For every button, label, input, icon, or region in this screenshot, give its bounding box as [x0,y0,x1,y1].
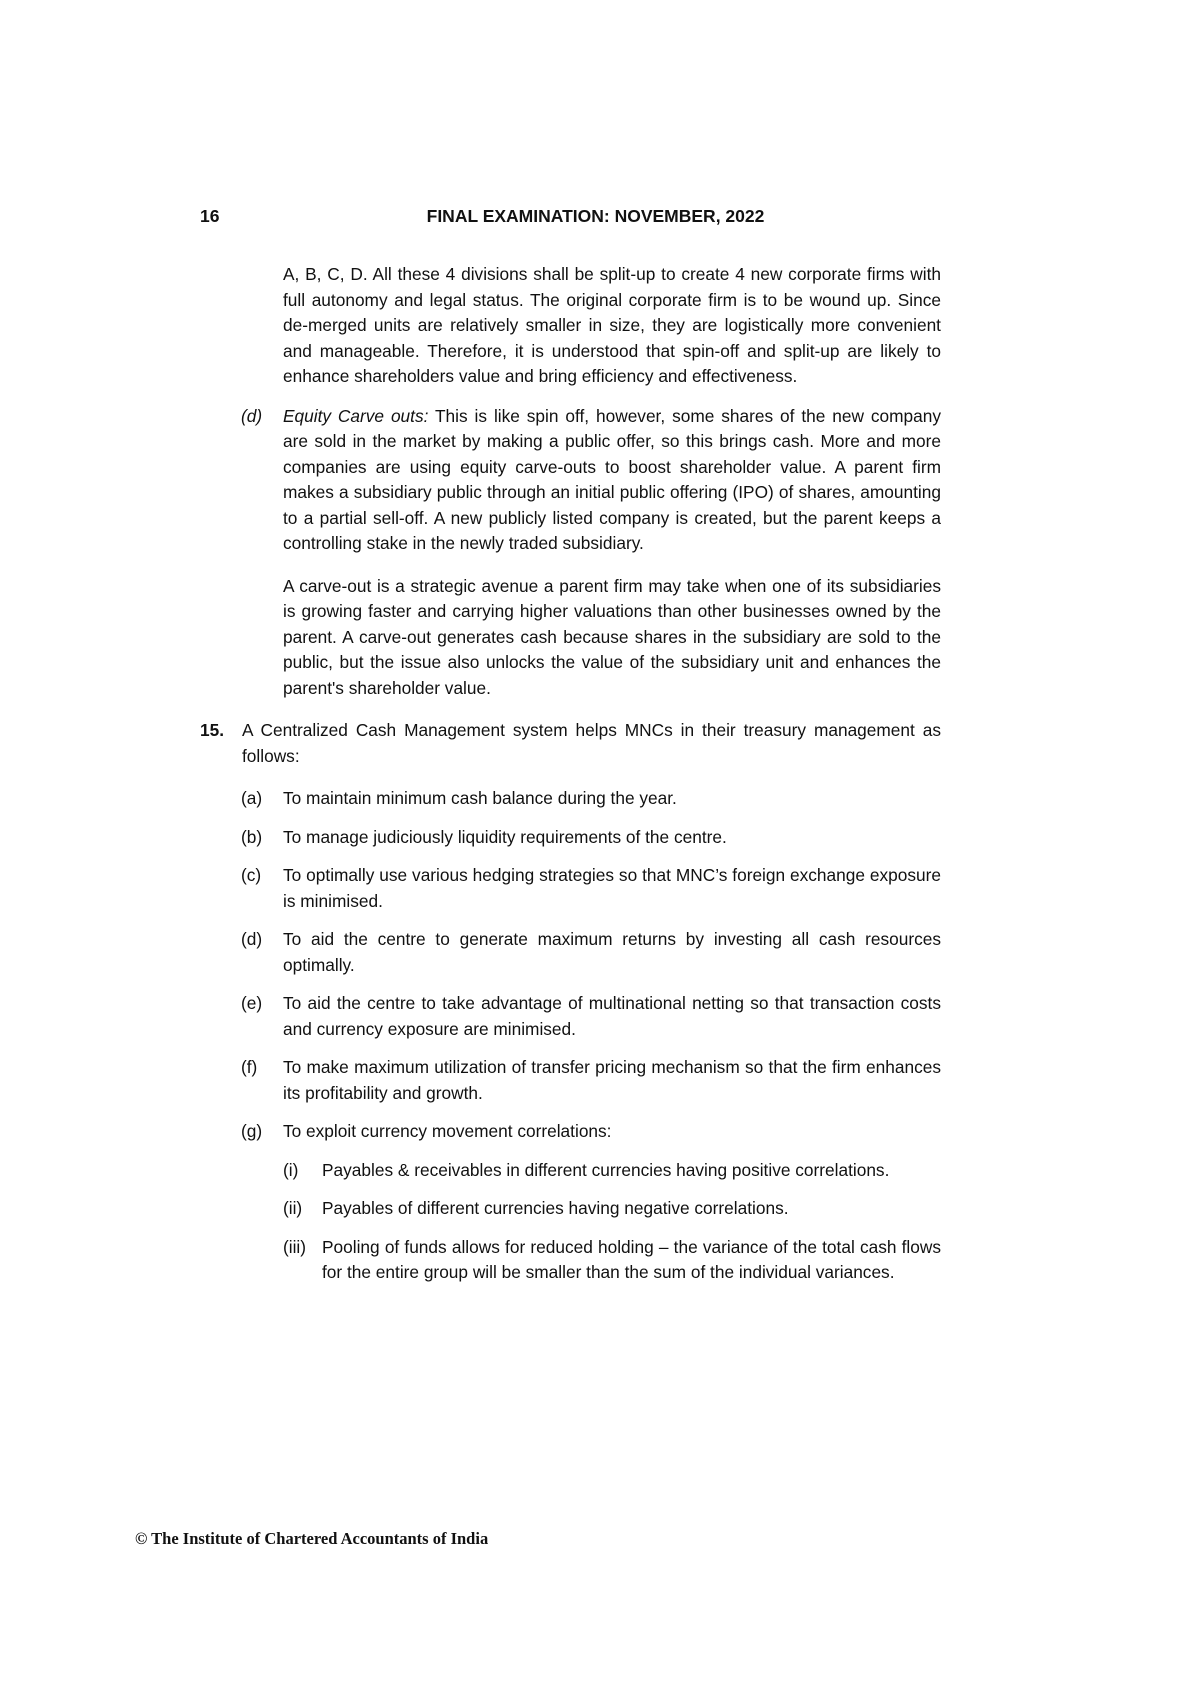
page-content [200,262,941,1299]
item-label: (d) [241,929,263,949]
document-title: FINAL EXAMINATION: NOVEMBER, 2022 [426,206,765,226]
item-label: (i) [283,1159,299,1180]
page-header [0,203,1191,229]
item-label: (iii) [283,1236,307,1257]
list-item-d2 [241,927,941,978]
item-text: To exploit currency movement correlations: [283,1121,612,1141]
list-item-b [241,825,941,851]
item-text [283,404,941,557]
page-number: 16 [200,206,220,226]
item-text: To optimally use various hedging strategies so that MNC’s foreign exchange exposure is minimised. [283,865,941,911]
item-label: (e) [241,993,263,1013]
list-item-e [241,991,941,1042]
item-body: This is like spin off, however, some shares of the new company are sold in the market by making a public offer, so this brings cash. More and more companies are using equity carve-outs to boost shareholder value. A parent firm makes a subsidiary public through an initial public offering (IPO) of shares, amounting to a partial sell-off. A new publicly listed company is created, but the parent keeps a controlling stake in the newly traded subsidiary. [283,405,941,553]
item-text: To aid the centre to take advantage of multinational netting so that transaction costs and currency exposure are minimised. [283,993,941,1039]
copyright-footer: © The Institute of Chartered Accountants of India [135,1529,489,1548]
list-item-15 [200,718,941,769]
item-lead-equity-carve-outs: Equity Carve outs: [283,405,429,426]
item-text: To aid the centre to generate maximum returns by investing all cash resources optimally. [283,929,941,975]
item-text: Pooling of funds allows for reduced holding – the variance of the total cash flows for the entire group will be smaller than the sum of the individual variances. [322,1236,941,1282]
list-item-f [241,1055,941,1106]
item-text: To maintain minimum cash balance during the year. [283,788,677,808]
list-item-roman-i [283,1158,941,1184]
item-label: (d) [241,405,263,426]
list-item-roman-iii [283,1235,941,1286]
item-label: (ii) [283,1198,303,1218]
item-text: Payables of different currencies having negative correlations. [322,1198,789,1218]
list-item-d-equity-carve-outs [241,404,941,557]
item-label: 15. [200,720,225,740]
paragraph-split-up: A, B, C, D. All these 4 divisions shall be split-up to create 4 new corporate firms with full autonomy and legal status. The original corporate firm is to be wound up. Since de-merged units are relatively smaller in size, they are logistically more convenient and manageable. Therefore, it is understood that spin-off and split-up are likely to enhance shareholders value and bring efficiency and effectiveness. [283,264,941,386]
list-item-roman-ii [283,1196,941,1222]
item-label: (a) [241,788,263,808]
list-item-g [241,1119,941,1145]
item-label: (c) [241,865,262,885]
item-label: (f) [241,1057,258,1077]
list-item-c [241,863,941,914]
item-label: (b) [241,826,263,847]
item-text: To make maximum utilization of transfer pricing mechanism so that the firm enhances its profitability and growth. [283,1057,941,1103]
item-text: A Centralized Cash Management system helps MNCs in their treasury management as follows: [242,720,941,766]
item-label: (g) [241,1121,263,1141]
list-item-a [241,786,941,812]
item-text: To manage judiciously liquidity requirements of the centre. [283,826,727,847]
paragraph-carve-out: A carve-out is a strategic avenue a parent firm may take when one of its subsidiaries is growing faster and carrying higher valuations than other businesses owned by the parent. A carve-out generates cash because shares in the subsidiary are sold to the public, but the issue also unlocks the value of the subsidiary unit and enhances the parent's shareholder value. [283,575,941,698]
item-text: Payables & receivables in different currencies having positive correlations. [322,1159,890,1180]
